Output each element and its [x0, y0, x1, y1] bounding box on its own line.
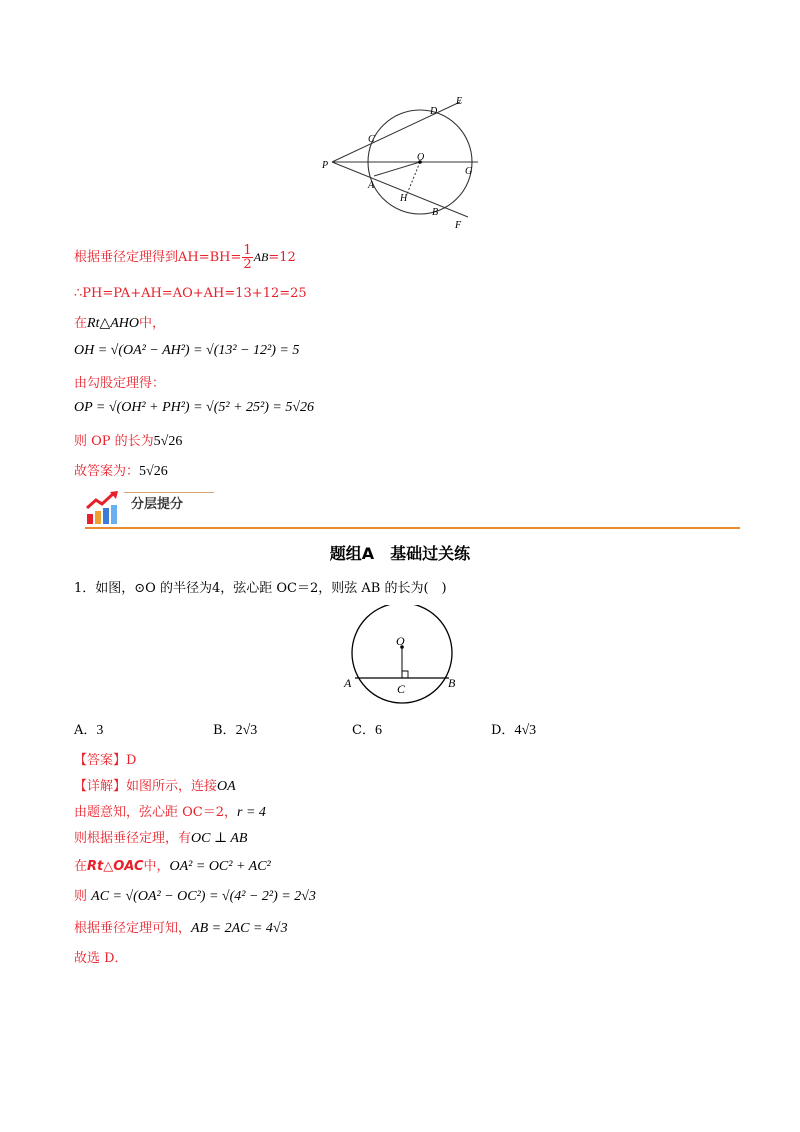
label-a: A	[368, 180, 375, 191]
answer-detail-line-5	[74, 885, 316, 905]
answer-label: 【答案】D	[74, 753, 137, 768]
chord-circle-figure	[340, 605, 464, 705]
label-f: F	[455, 220, 462, 231]
label-d: D	[430, 106, 438, 117]
text-segment: 则 OP 的长为	[74, 434, 154, 449]
math-triangle: Rt△AHO	[87, 316, 139, 331]
fraction	[242, 244, 252, 271]
option-key: B．	[213, 723, 236, 738]
secant-circle-figure	[318, 92, 488, 232]
fraction-numerator: 1	[243, 243, 252, 258]
option-value: 2√3	[235, 723, 258, 738]
solution-line-2: ∴PH=PA+AH=AO+AH=13+12=25	[74, 286, 307, 301]
badge-underline	[124, 492, 214, 493]
math-ab: AB = 2AC = 4√3	[191, 921, 288, 936]
rising-chart-icon	[84, 490, 122, 526]
option-key: D．	[491, 723, 515, 738]
math-ac: AC = √(OA² − OC²) = √(4² − 2²) = 2√3	[91, 889, 316, 904]
label-h: H	[400, 193, 408, 204]
text-segment: 故答案为：	[74, 464, 140, 479]
math-oa: OA	[217, 779, 236, 794]
section-title: 题组A 基础过关练	[329, 544, 471, 563]
label-b: B	[448, 676, 456, 690]
option-key: A．	[74, 723, 97, 738]
label-c: C	[397, 682, 406, 696]
option-value: 4√3	[514, 723, 537, 738]
solution-line-3	[74, 312, 165, 332]
solution-line-7	[74, 430, 182, 450]
text-segment: 在	[74, 316, 88, 331]
label-e: E	[456, 96, 463, 107]
answer-choice: 故选 D．	[74, 951, 128, 966]
math-perpendicular: OC ⊥ AB	[191, 831, 248, 846]
text-segment: 根据垂径定理可知，	[74, 921, 192, 936]
text-segment: 在	[74, 859, 88, 874]
solution-line-5: 由勾股定理得：	[74, 376, 166, 391]
answer-detail-line-2	[74, 801, 266, 821]
label-g: G	[465, 166, 473, 177]
math-ab: AB	[253, 250, 269, 264]
math-triangle: Rt△OAC	[87, 859, 144, 874]
label-c: C	[368, 134, 375, 145]
solution-line-6: OP = √(OH² + PH²) = √(5² + 25²) = 5√26	[74, 400, 315, 415]
answer-detail-line-1	[74, 775, 236, 795]
option-key: C．	[352, 723, 375, 738]
label-p: P	[322, 160, 329, 171]
text-segment: 中，	[139, 316, 166, 331]
answer-detail-line-6	[74, 917, 288, 937]
option-d	[491, 719, 536, 739]
answer-detail-line-4	[74, 855, 271, 875]
answer-detail-line-3	[74, 827, 247, 847]
text-segment: 中，	[143, 859, 170, 874]
option-value: 6	[374, 723, 382, 738]
section-divider	[85, 527, 740, 529]
fraction-denominator: 2	[243, 257, 252, 272]
label-o: O	[396, 634, 405, 648]
question-1-stem: 1．如图，⊙O 的半径为4，弦心距 OC＝2，则弦 AB 的长为( )	[74, 581, 447, 596]
math-result: 5√26	[153, 434, 183, 449]
math-pythagoras: OA² = OC² + AC²	[169, 859, 271, 874]
text-segment: 【详解】如图所示，连接	[74, 779, 218, 794]
solution-line-1	[74, 244, 296, 271]
text-segment: 由题意知，弦心距 OC＝2，	[74, 805, 238, 820]
text-segment: 则	[74, 889, 88, 904]
option-c	[352, 719, 382, 739]
option-b	[213, 719, 257, 739]
text-segment: 根据垂径定理得到AH=BH=	[74, 250, 242, 265]
section-badge-label: 分层提分	[131, 497, 184, 512]
math-result: 5√26	[139, 464, 168, 479]
math-radius: r = 4	[237, 805, 266, 820]
option-value: 3	[96, 723, 104, 738]
solution-line-8	[74, 460, 168, 480]
text-segment: =12	[268, 250, 296, 265]
option-a	[74, 719, 103, 739]
label-o: O	[417, 152, 425, 163]
label-a: A	[344, 676, 352, 690]
text-segment: 则根据垂径定理，有	[74, 831, 192, 846]
label-b: B	[432, 207, 439, 218]
solution-line-4: OH = √(OA² − AH²) = √(13² − 12²) = 5	[74, 343, 300, 358]
